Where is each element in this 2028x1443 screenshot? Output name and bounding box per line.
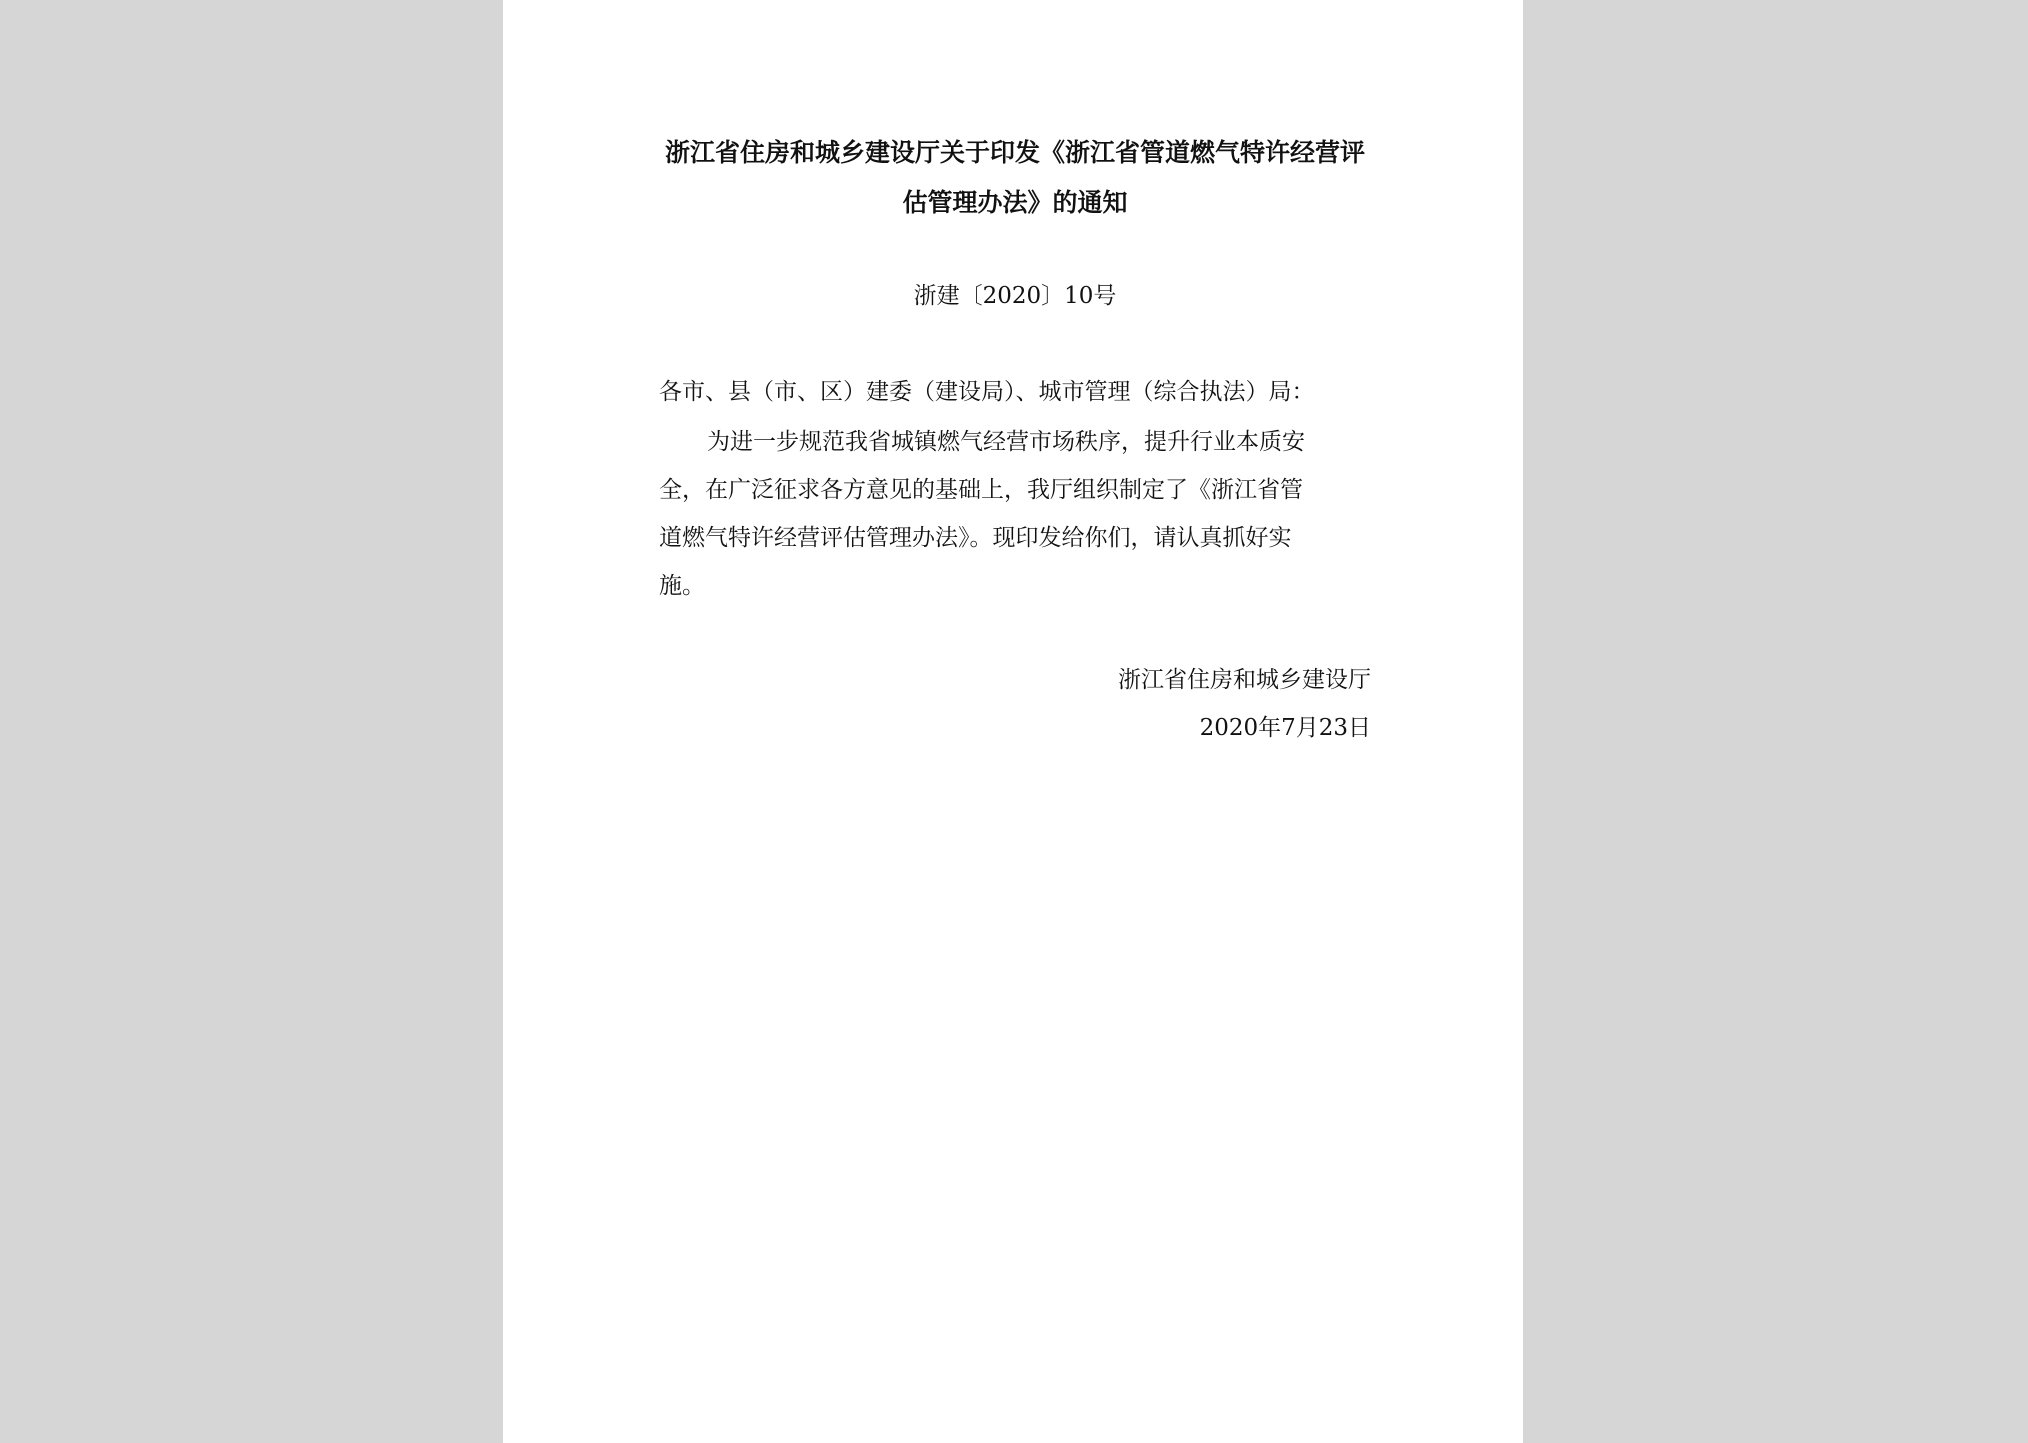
body-line-4: 施。 [659, 573, 705, 599]
addressee-line: 各市、县（市、区）建委（建设局）、城市管理（综合执法）局： [659, 379, 1315, 405]
body-line-2: 全，在广泛征求各方意见的基础上，我厅组织制定了《浙江省管 [659, 477, 1303, 503]
signature-organization: 浙江省住房和城乡建设厅 [1118, 667, 1371, 693]
document-number: 浙建〔2020〕10号 [913, 283, 1117, 309]
body-paragraph [659, 418, 1371, 610]
title-line-1: 浙江省住房和城乡建设厅关于印发《浙江省管道燃气特许经营评 [664, 138, 1365, 167]
document-page [503, 0, 1523, 1443]
document-title [659, 128, 1371, 228]
body-line-1: 为进一步规范我省城镇燃气经营市场秩序，提升行业本质安 [707, 429, 1305, 455]
signature-date: 2020年7月23日 [1199, 715, 1371, 741]
body-line-3: 道燃气特许经营评估管理办法》。现印发给你们，请认真抓好实 [659, 525, 1292, 551]
title-line-2: 估管理办法》的通知 [902, 188, 1128, 217]
